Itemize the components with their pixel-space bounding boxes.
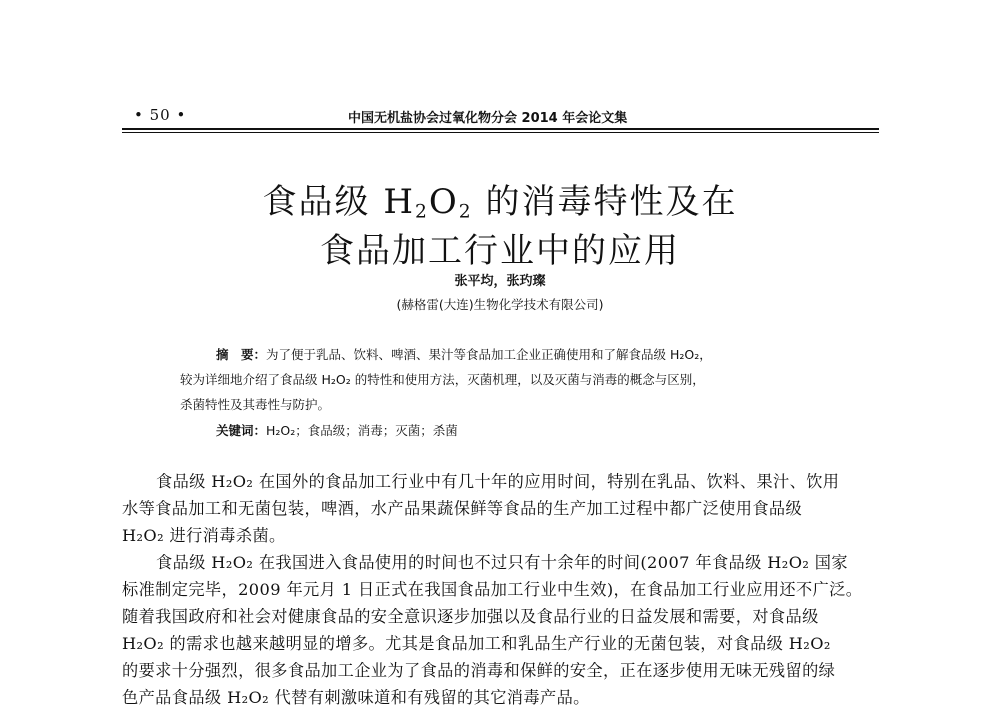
paper-title-line1	[0, 174, 1000, 223]
body-p1-line2: 水等食品加工和无菌包装，啤酒，水产品果蔬保鲜等食品的生产加工过程中都广泛使用食品级	[122, 499, 803, 518]
abstract-text-1: 为了便于乳品、饮料、啤酒、果汁等食品加工企业正确使用和了解食品级 H₂O₂，	[266, 347, 712, 362]
title-subscript-2: 2	[458, 201, 473, 223]
body-p1-line1: 食品级 H₂O₂ 在国外的食品加工行业中有几十年的应用时间，特别在乳品、饮料、果汁、饮用	[156, 472, 840, 491]
abstract-line2: 较为详细地介绍了食品级 H₂O₂ 的特性和使用方法，灭菌机理，以及灭菌与消毒的概念与区别，	[180, 372, 705, 387]
paper-title-line2: 食品加工行业中的应用	[320, 231, 680, 271]
body-p2-line6: 色产品食品级 H₂O₂ 代替有刺激味道和有残留的其它消毒产品。	[122, 688, 590, 707]
running-title: 中国无机盐协会过氧化物分会 2014 年会论文集	[348, 111, 628, 126]
authors: 张平均，张玓璨	[454, 274, 546, 289]
title-subscript-1: 2	[415, 201, 429, 223]
body-p2-line2: 标准制定完毕，2009 年元月 1 日正式在我国食品加工行业中生效)，在食品加工行业应用还不广泛。	[122, 580, 863, 599]
header-rule-thick	[122, 128, 879, 130]
body-p2-line5: 的要求十分强烈，很多食品加工企业为了食品的消毒和保鲜的安全，正在逐步使用无味无残留的绿	[122, 661, 836, 680]
header-rule-thin	[122, 132, 879, 133]
title-mid: O	[428, 182, 459, 222]
keywords-line	[216, 418, 876, 443]
body-p2-line3: 随着我国政府和社会对健康食品的安全意识逐步加强以及食品行业的日益发展和需要，对食品级	[122, 607, 819, 626]
body-p1-line3: H₂O₂ 进行消毒杀菌。	[122, 526, 286, 545]
title-prefix: 食品级 H	[262, 182, 415, 222]
keywords: H₂O₂；食品级；消毒；灭菌；杀菌	[266, 423, 458, 438]
page-number: • 50 •	[134, 106, 187, 124]
abstract-line3: 杀菌特性及其毒性与防护。	[180, 397, 331, 412]
body-p2-line1: 食品级 H₂O₂ 在我国进入食品使用的时间也不过只有十余年的时间(2007 年食品级 H₂O₂ 国家	[156, 553, 848, 572]
affiliation: (赫格雷(大连)生物化学技术有限公司)	[396, 297, 604, 312]
keywords-label: 关键词：	[216, 423, 267, 438]
abstract-line1	[216, 342, 876, 367]
abstract-label: 摘 要：	[216, 347, 267, 362]
title-suffix: 的消毒特性及在	[472, 182, 738, 222]
body-p2-line4: H₂O₂ 的需求也越来越明显的增多。尤其是食品加工和乳品生产行业的无菌包装，对食品级 H₂O₂	[122, 634, 831, 653]
